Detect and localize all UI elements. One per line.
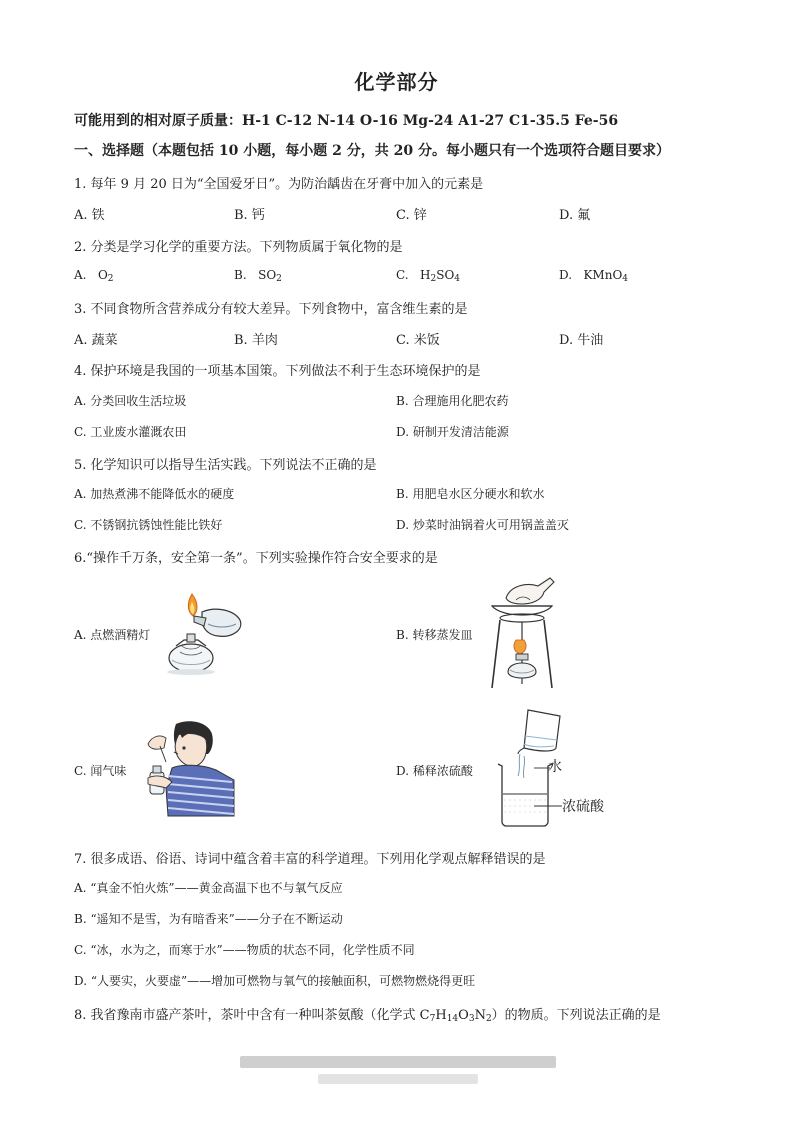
q2-option-c: C. $H_2SO_4$ (396, 268, 461, 284)
q1-option-d: D. 氟 (559, 208, 591, 223)
q7-option-c: C. “冰，水为之，而寒于水”——物质的状态不同，化学性质不同 (74, 943, 415, 957)
q5-option-d: D. 炒菜时油锅着火可用锅盖盖灭 (396, 518, 569, 532)
smelling-gas-illustration (146, 718, 238, 816)
q6-option-b: B. 转移蒸发皿 (396, 628, 473, 642)
q3-option-d: D. 牛油 (559, 333, 604, 348)
q5-option-a: A. 加热煮沸不能降低水的硬度 (74, 487, 235, 501)
q7-option-d: D. “人要实，火要虚”——增加可燃物与氧气的接触面积，可燃物燃烧得更旺 (74, 974, 476, 988)
q5-option-c: C. 不锈钢抗锈蚀性能比铁好 (74, 518, 223, 532)
alcohol-lamp-illustration (158, 588, 250, 680)
q6-stem: 6.“操作千万条，安全第一条”。下列实验操作符合安全要求的是 (74, 551, 438, 566)
q3-option-a: A. 蔬菜 (74, 333, 118, 348)
q8-stem: 8. 我省豫南市盛产茶叶，茶叶中含有一种叫茶氨酸（化学式 $C_7H_{14}O_3N_2$）的物质。下列说法正确的是 (74, 1008, 661, 1024)
q3-option-b: B. 羊肉 (234, 333, 278, 348)
q5-stem: 5. 化学知识可以指导生活实践。下列说法不正确的是 (74, 458, 377, 473)
q7-stem: 7. 很多成语、俗语、诗词中蕴含着丰富的科学道理。下列用化学观点解释错误的是 (74, 852, 546, 867)
q7-option-b: B. “遥知不是雪，为有暗香来”——分子在不断运动 (74, 912, 343, 926)
blurred-footer-line (240, 1056, 556, 1068)
q6-option-a: A. 点燃酒精灯 (74, 628, 151, 642)
q1-option-a: A. 铁 (74, 208, 105, 223)
q6-option-d: D. 稀释浓硫酸 (396, 764, 473, 778)
label-concentrated-acid: 浓硫酸 (562, 799, 604, 815)
blurred-footer-line-2 (318, 1074, 478, 1084)
page-title: 化学部分 (354, 70, 439, 94)
q4-stem: 4. 保护环境是我国的一项基本国策。下列做法不利于生态环境保护的是 (74, 364, 481, 379)
label-water: 水 (548, 759, 562, 775)
q4-option-a: A. 分类回收生活垃圾 (74, 394, 187, 408)
q3-option-c: C. 米饭 (396, 333, 440, 348)
q1-option-b: B. 钙 (234, 208, 265, 223)
q6-option-c: C. 闻气味 (74, 764, 127, 778)
q2-stem: 2. 分类是学习化学的重要方法。下列物质属于氧化物的是 (74, 240, 403, 255)
q5-option-b: B. 用肥皂水区分硬水和软水 (396, 487, 545, 501)
q4-option-c: C. 工业废水灌溉农田 (74, 425, 187, 439)
q2-option-d: D. KMnO$_4$ (559, 268, 629, 284)
q1-stem: 1. 每年 9 月 20 日为“全国爱牙日”。为防治龋齿在牙膏中加入的元素是 (74, 177, 484, 192)
section-heading: 一、选择题（本题包括 10 小题，每小题 2 分，共 20 分。每小题只有一个选项符合题目要求） (74, 143, 670, 159)
q2-option-b: B. $SO_2$ (234, 268, 282, 284)
q2-option-a: A. $O_2$ (74, 268, 114, 284)
q7-option-a: A. “真金不怕火炼”——黄金高温下也不与氧气反应 (74, 881, 343, 895)
q1-option-c: C. 锌 (396, 208, 427, 223)
atomic-mass-line: 可能用到的相对原子质量：H-1 C-12 N-14 O-16 Mg-24 A1-27 C1-35.5 Fe-56 (74, 113, 619, 129)
q3-stem: 3. 不同食物所含营养成分有较大差异。下列食物中，富含维生素的是 (74, 302, 468, 317)
q4-option-b: B. 合理施用化肥农药 (396, 394, 509, 408)
evaporating-dish-illustration (486, 574, 558, 692)
q4-option-d: D. 研制开发清洁能源 (396, 425, 509, 439)
